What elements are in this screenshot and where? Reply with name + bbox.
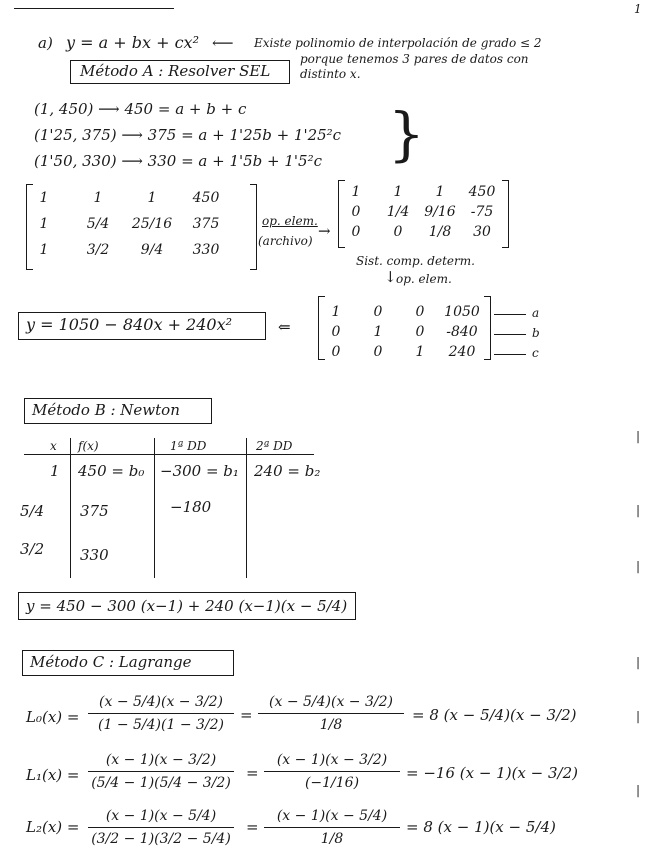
matrix-left-cell-r1-c1: 1 (39, 190, 49, 206)
table-cell-r1-x: 1 (50, 462, 60, 480)
table-cell-r1-dd2: 240 = b₂ (254, 462, 321, 480)
coef-pointer-b (494, 334, 526, 335)
table-header-x: x (50, 439, 57, 453)
matrix-right-cell-r1-c3: 1 (435, 184, 445, 200)
l1-numerator-2: (x − 1)(x − 3/2) (276, 752, 388, 768)
matrix-left-cell-r1-c3: 1 (147, 190, 157, 206)
coef-label-b: b (532, 326, 540, 340)
intro-note-2: porque tenemos 3 pares de datos con (300, 52, 529, 66)
matrix-right-cell-r3-c4: 30 (473, 224, 491, 240)
coef-pointer-a (494, 314, 526, 315)
table-col-sep-1 (70, 438, 71, 578)
matrix-final-cell-r1-c3: 0 (415, 304, 425, 320)
coef-label-a: a (532, 306, 540, 320)
down-arrow: ↓ (384, 268, 397, 286)
matrix-left-cell-r1-c2: 1 (93, 190, 103, 206)
op-elem-sub: (archivo) (258, 234, 313, 248)
l1-result: = −16 (x − 1)(x − 3/2) (406, 764, 578, 782)
matrix-final-cell-r3-c3: 1 (415, 344, 425, 360)
table-header-dd1: 1ª DD (170, 439, 207, 453)
l2-result: = 8 (x − 1)(x − 5/4) (406, 818, 556, 836)
l0-denominator: (1 − 5/4)(1 − 3/2) (98, 717, 224, 733)
matrix-right-cell-r1-c2: 1 (393, 184, 403, 200)
l1-numerator: (x − 1)(x − 3/2) (105, 752, 217, 768)
l0-bar (88, 713, 234, 714)
top-rule (14, 8, 174, 9)
edge-tick-5: | (636, 709, 641, 723)
l2-lhs: L₂(x) = (26, 818, 80, 836)
sist-label: Sist. comp. determ. (356, 254, 475, 268)
table-cell-r2-fx: 375 (80, 502, 109, 520)
matrix-left-cell-r2-c1: 1 (39, 216, 49, 232)
matrix-right-cell-r2-c3: 9/16 (424, 204, 456, 220)
matrix-left-cell-r2-c4: 375 (192, 216, 220, 232)
table-cell-r3-fx: 330 (80, 546, 109, 564)
system-eq-1: (1, 450) ⟶ 450 = a + b + c (34, 100, 247, 118)
matrix-final-cell-r1-c1: 1 (331, 304, 341, 320)
l2-numerator-2: (x − 1)(x − 5/4) (276, 808, 388, 824)
matrix-left-cell-r3-c4: 330 (192, 242, 220, 258)
l1-lhs: L₁(x) = (26, 766, 80, 784)
l1-equals: = (246, 764, 259, 782)
matrix-right-cell-r3-c2: 0 (393, 224, 403, 240)
matrix-right-cell-r1-c1: 1 (351, 184, 361, 200)
l2-bar (88, 827, 234, 828)
l2-numerator: (x − 1)(x − 5/4) (105, 808, 217, 824)
table-header-fx: f(x) (78, 439, 99, 453)
edge-tick-3: | (636, 559, 641, 573)
matrix-right-cell-r3-c1: 0 (351, 224, 361, 240)
matrix-left-cell-r2-c2: 5/4 (86, 216, 110, 232)
coef-label-c: c (532, 346, 539, 360)
edge-tick-6: | (636, 783, 641, 797)
matrix-final-cell-r2-c4: -840 (446, 324, 478, 340)
matrix-final-cell-r2-c2: 1 (373, 324, 383, 340)
matrix-final-cell-r1-c4: 1050 (444, 304, 480, 320)
table-col-sep-3 (246, 438, 247, 578)
table-cell-r3-x: 3/2 (20, 540, 45, 558)
matrix-left-cell-r3-c3: 9/4 (140, 242, 164, 258)
matrix-final-cell-r3-c4: 240 (448, 344, 476, 360)
l0-result: = 8 (x − 5/4)(x − 3/2) (412, 706, 577, 724)
op-elem-label: op. elem. (262, 214, 318, 228)
matrix-right-cell-r2-c2: 1/4 (386, 204, 410, 220)
matrix-right-cell-r1-c4: 450 (468, 184, 496, 200)
matrix-final-cell-r1-c2: 0 (373, 304, 383, 320)
matrix-left-close (250, 184, 257, 270)
intro-note-1: Existe polinomio de interpolación de grado ≤ 2 (254, 36, 542, 50)
edge-tick-2: | (636, 503, 641, 517)
coef-pointer-c (494, 354, 526, 355)
matrix-right-cell-r2-c4: -75 (470, 204, 494, 220)
l1-bar (88, 771, 234, 772)
l1-denominator: (5/4 − 1)(5/4 − 3/2) (91, 775, 231, 791)
polynomial-equation: y = a + bx + cx² (66, 33, 199, 52)
method-b-result: y = 450 − 300 (x−1) + 240 (x−1)(x − 5/4) (26, 597, 348, 615)
matrix-right-cell-r3-c3: 1/8 (428, 224, 452, 240)
matrix-final-cell-r3-c1: 0 (331, 344, 341, 360)
edge-tick-4: | (636, 655, 641, 669)
op-arrow: → (318, 222, 331, 240)
intro-note-3: distinto x. (300, 67, 361, 81)
system-eq-3: (1'50, 330) ⟶ 330 = a + 1'5b + 1'5²c (34, 152, 322, 170)
l0-numerator-2: (x − 5/4)(x − 3/2) (269, 694, 393, 710)
matrix-final-cell-r2-c3: 0 (415, 324, 425, 340)
table-header-dd2: 2ª DD (256, 439, 293, 453)
matrix-left-cell-r2-c3: 25/16 (131, 216, 173, 232)
matrix-left-cell-r3-c2: 3/2 (86, 242, 110, 258)
matrix-right-cell-r2-c1: 0 (351, 204, 361, 220)
part-label: a) (38, 34, 53, 52)
table-cell-r2-dd1: −180 (170, 498, 212, 516)
table-header-rule (24, 454, 314, 455)
matrix-final-cell-r3-c2: 0 (373, 344, 383, 360)
matrix-left-cell-r1-c4: 450 (192, 190, 220, 206)
l0-denominator-2: 1/8 (319, 717, 343, 733)
l0-numerator: (x − 5/4)(x − 3/2) (99, 694, 223, 710)
pointer-arrow: ⟵ (212, 34, 234, 52)
l1-bar-2 (264, 771, 400, 772)
matrix-left-cell-r3-c1: 1 (39, 242, 49, 258)
table-cell-r2-x: 5/4 (20, 502, 45, 520)
method-a-title: Método A : Resolver SEL (80, 62, 271, 80)
l0-bar-2 (258, 713, 404, 714)
implies-arrow: ⇐ (278, 318, 291, 336)
system-eq-2: (1'25, 375) ⟶ 375 = a + 1'25b + 1'25²c (34, 126, 342, 144)
edge-tick-1: | (636, 429, 641, 443)
l2-denominator-2: 1/8 (320, 831, 344, 847)
l2-bar-2 (264, 827, 400, 828)
table-cell-r1-dd1: −300 = b₁ (160, 462, 239, 480)
down-op-label: op. elem. (396, 272, 452, 286)
table-col-sep-2 (154, 438, 155, 578)
method-c-title: Método C : Lagrange (30, 653, 192, 671)
l0-equals: = (240, 706, 253, 724)
l0-lhs: L₀(x) = (26, 708, 80, 726)
matrix-final-close (484, 296, 491, 360)
table-cell-r1-fx: 450 = b₀ (78, 462, 145, 480)
l2-denominator: (3/2 − 1)(3/2 − 5/4) (91, 831, 231, 847)
method-b-title: Método B : Newton (32, 401, 180, 419)
matrix-final-cell-r2-c1: 0 (331, 324, 341, 340)
l2-equals: = (246, 818, 259, 836)
l1-denominator-2: (−1/16) (304, 775, 360, 791)
corner-mark: 1 (634, 2, 642, 16)
system-brace: } (388, 100, 425, 168)
method-a-result: y = 1050 − 840x + 240x² (26, 315, 233, 334)
